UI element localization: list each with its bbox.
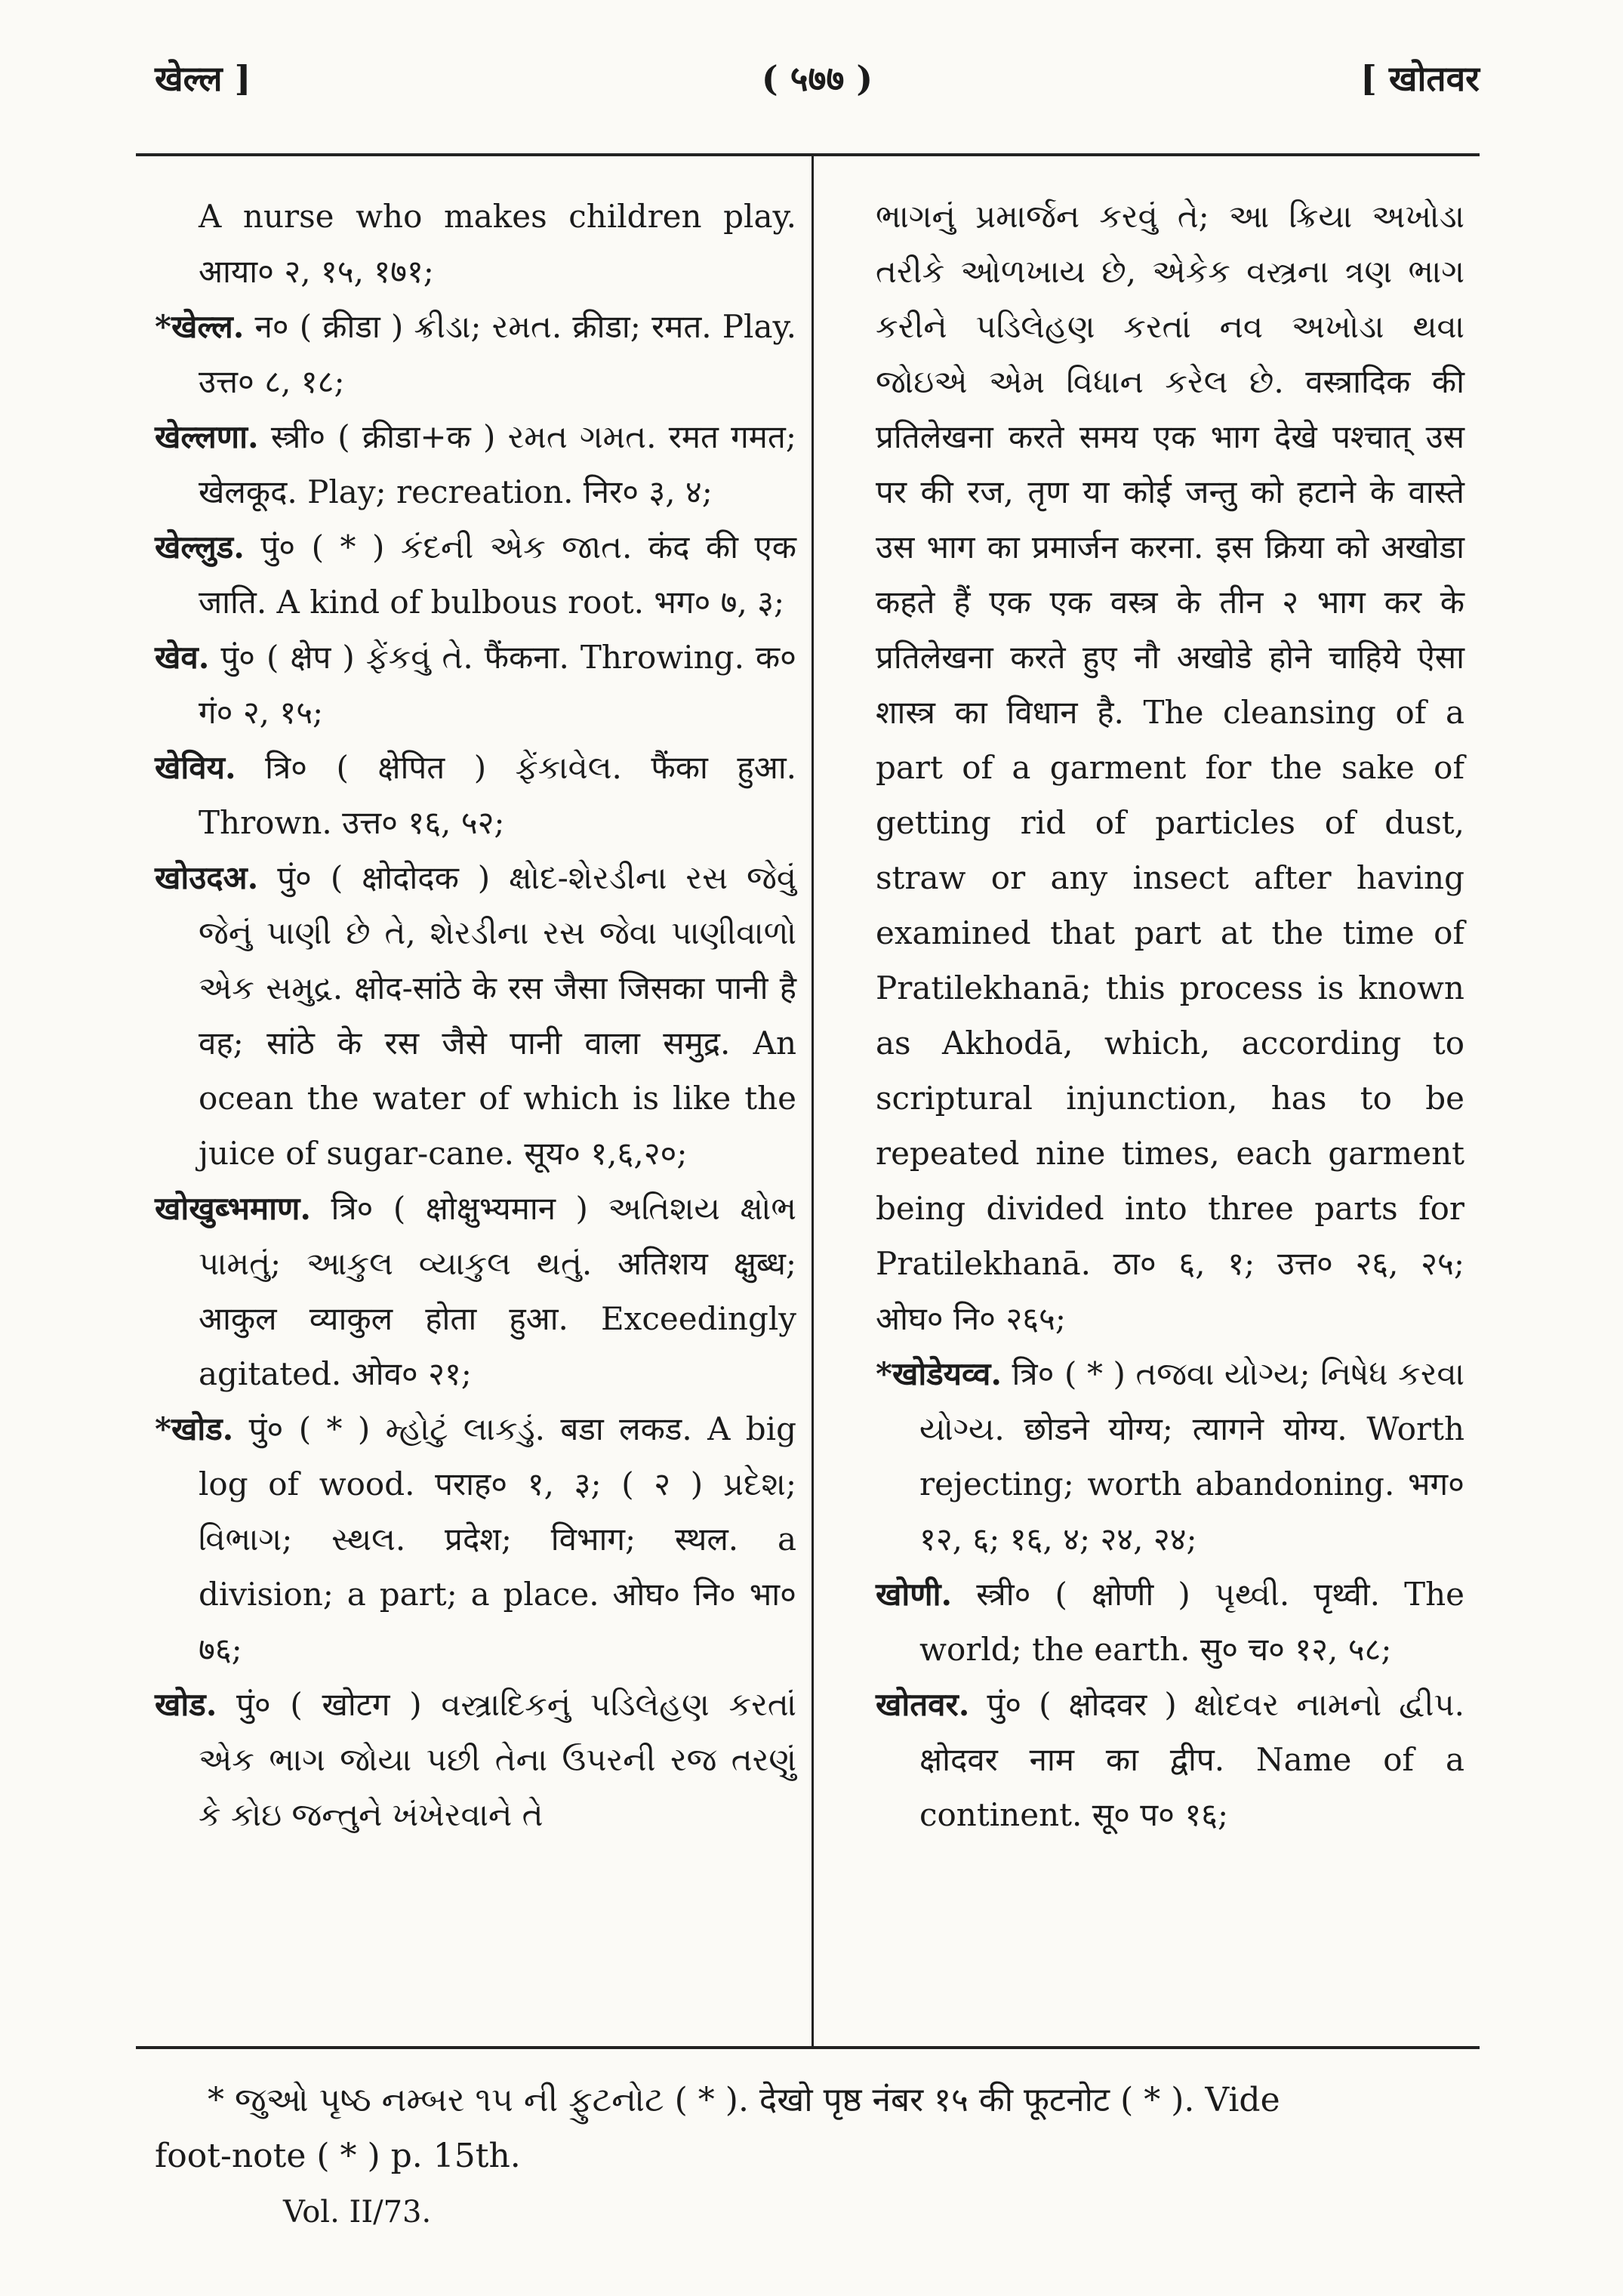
dictionary-entry — [155, 1401, 796, 1677]
entry-definition: पुं० ( खोटग ) વસ્ત્રાદિકનું પડિલેહણ કરતાં એક ભાગ જોયા પછી તેના ઉપરની રજ તરણું કે કોઇ જન્તુને ખંખેરવાને તે — [199, 1686, 796, 1833]
entry-definition: स्त्री० ( क्षोणी ) પૃથ્વી. पृथ्वी. The world; the earth. सु० च० १२, ५८; — [919, 1576, 1464, 1668]
entry-definition: त्रि० ( क्षोक्षुभ्यमान ) અતિશય ક્ષોભ પામતું; આકુલ વ્યાકુલ થતું. अतिशय क्षुब्ध; आकुल व्याकुल होता हुआ. Exceedingly agitated. ओव० २१; — [199, 1190, 796, 1392]
entry-definition: न० ( क्रीडा ) ક્રીડા; રમત. क्रीडा; रमत. Play. उत्त० ८, १८; — [199, 308, 796, 400]
entry-definition: पुं० ( क्षेप ) ફેંકવું તે. फैंकना. Throwing. क० गं० २, १५; — [199, 639, 796, 731]
entry-headword: *खोड. — [155, 1410, 234, 1447]
volume-marker: Vol. II/73. — [283, 2195, 432, 2230]
entry-headword: खोड. — [155, 1686, 217, 1723]
dictionary-entry — [155, 850, 796, 1181]
dictionary-entry — [155, 1677, 796, 1842]
dictionary-entry — [155, 1181, 796, 1401]
dictionary-entry — [155, 740, 796, 850]
entry-definition: स्त्री० ( क्रीडा+क ) રમત ગમત. रमत गमत; खेलकूद. Play; recreation. निर० ३, ४; — [199, 418, 796, 510]
entry-headword: खेव. — [155, 639, 210, 676]
entry-headword: *खोडेयव्व. — [876, 1355, 1002, 1392]
entry-definition: पुं० ( क्षोदवर ) ક્ષોદવર નામનો દ્વીપ. क्षोदवर नाम का द्वीप. Name of a continent. सू० प० १६; — [919, 1686, 1464, 1833]
footnote-text: * જુઓ પૃષ્ઠ નમ્બર ૧૫ ની ફુટનોટ ( * ). देखो पृष्ठ नंबर १५ की फूटनोट ( * ). Vide — [208, 2081, 1280, 2119]
entry-headword: खोणी. — [876, 1576, 953, 1613]
dictionary-entry — [155, 630, 796, 740]
page-header — [155, 54, 1480, 115]
header-last-word: [ खोतवर — [1360, 58, 1480, 99]
entry-definition: त्रि० ( * ) તજવા યોગ્ય; નિષેધ કરવા યોગ્ય. छोडने योग्य; त्यागने योग्य. Worth rejecting; worth abandoning. भग० १२, ६; १६, ४; २४, २४; — [919, 1355, 1464, 1558]
column-divider — [812, 155, 814, 2046]
entry-definition: पुं० ( * ) મ્હોટું લાકડું. बडा लकड. A big log of wood. पराह० १, ३; ( २ ) પ્રદેશ; વિભાગ; સ્થલ. प्रदेश; विभाग; स्थल. a division; a part; a place. ओघ० नि० भा० ७६; — [199, 1410, 796, 1668]
entry-headword: *खेल्ल. — [155, 308, 245, 345]
header-rule — [136, 153, 1480, 156]
footnote-text-continued: foot-note ( * ) p. 15th. — [155, 2137, 521, 2175]
header-first-word: खेल्ल ] — [155, 58, 251, 99]
entry-headword: खोउदअ. — [155, 859, 259, 896]
left-column — [155, 189, 796, 1842]
entry-definition: पुं० ( क्षोदोदक ) ક્ષોદ-શેરડીના રસ જેવું જેનું પાણી છે તે, શેરડીના રસ જેવા પાણીવાળો એક સમુદ્ર. क्षोद-सांठे के रस जैसा जिसका पानी है वह; सांठे के रस जैसे पानी वाला समुद्र. An ocean the water of which is like the juice of sugar-cane. सूय० १,६,२०; — [199, 859, 796, 1172]
dictionary-entry — [155, 409, 796, 519]
right-column — [876, 189, 1464, 1842]
footnote — [155, 2073, 1480, 2240]
entry-headword: खेल्लुड. — [155, 529, 245, 566]
entry-definition: त्रि० ( क्षेपित ) ફેંકાવેલ. फैंका हुआ. Thrown. उत्त० १६, ५२; — [199, 749, 796, 841]
entry-definition: पुं० ( * ) કંદની એક જાત. कंद की एक जाति. A kind of bulbous root. भग० ७, ३; — [199, 529, 796, 621]
entry-headword: खोतवर. — [876, 1686, 970, 1723]
page-number: ( ५७७ ) — [761, 58, 873, 99]
dictionary-entry — [155, 299, 796, 409]
dictionary-entry — [876, 1346, 1464, 1567]
entry-headword: खेल्लणा. — [155, 418, 259, 455]
entry-headword: खोखुब्भमाण. — [155, 1190, 311, 1227]
footer-rule — [136, 2046, 1480, 2049]
dictionary-entry — [876, 1567, 1464, 1677]
entry-continuation: ભાગનું પ્રમાર્જન કરવું તે; આ ક્રિયા અખોડા તરીકે ઓળખાય છે, એકેક વસ્ત્રના ત્રણ ભાગ કરીને પડિલેહણ કરતાં નવ અખોડા થવા જોઇએ એમ વિધાન કરેલ છે. वस्त्रादिक की प्रतिलेखना करते समय एक भाग देखे पश्चात् उस पर की रज, तृण या कोई जन्तु को हटाने के वास्ते उस भाग का प्रमार्जन करना. इस क्रिया को अखोडा कहते हैं एक एक वस्त्र के तीन २ भाग कर के प्रतिलेखना करते हुए नौ अखोडे होने चाहिये ऐसा शास्त्र का विधान है. The cleansing of a part of a garment for the sake of getting rid of particles of dust, straw or any insect after having examined that part at the time of Pratilekhanā; this process is known as Akhodā, which, according to scriptural injunction, has to be repeated nine times, each garment being divided into three parts for Pratilekhanā. ठा० ६, १; उत्त० २६, २५; ओघ० नि० २६५; — [876, 198, 1464, 1337]
dictionary-entry — [876, 1677, 1464, 1842]
dictionary-entry — [155, 519, 796, 630]
entry-headword: खेविय. — [155, 749, 236, 786]
entry-continuation: A nurse who makes children play. आया० २, १५, १७१; — [199, 198, 796, 290]
